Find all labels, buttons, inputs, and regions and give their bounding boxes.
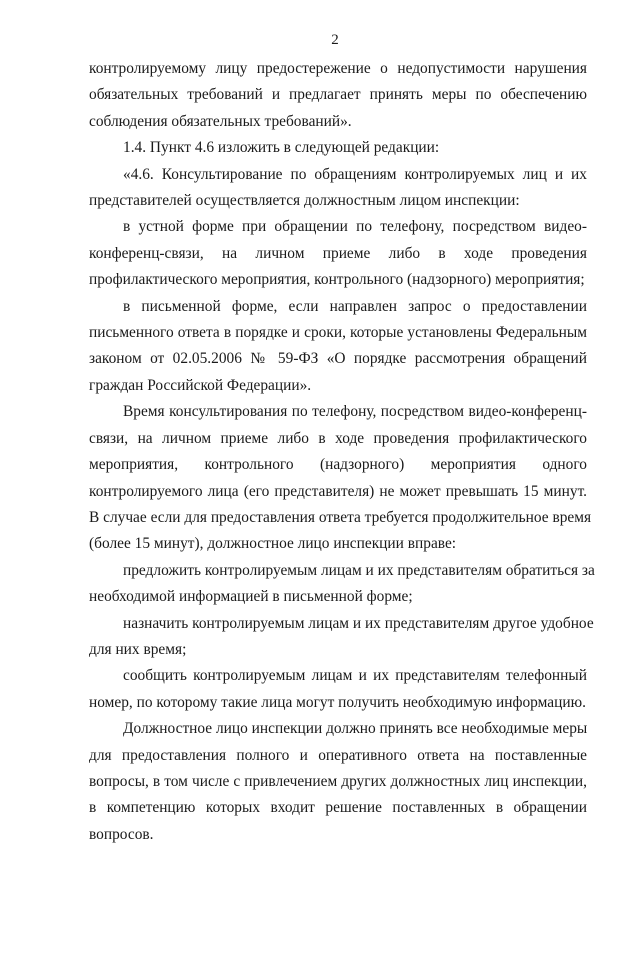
text-line: необходимой информацией в письменной форме;	[89, 588, 413, 606]
text-line: представителей осуществляется должностным лицом инспекции:	[89, 192, 520, 210]
paragraph-schedule-time	[89, 611, 594, 664]
paragraph-official-measures	[89, 716, 587, 848]
text-line: 1.4. Пункт 4.6 изложить в следующей редакции:	[123, 139, 440, 157]
text-line: сообщить контролируемым лицам и их представителям телефонный	[123, 667, 587, 685]
text-line: вопросы, в том числе с привлечением других должностных лиц инспекции,	[89, 772, 587, 790]
document-body	[89, 56, 595, 848]
paragraph-written-form	[89, 294, 587, 400]
text-line: обязательных требований и предлагает принять меры по обеспечению	[89, 86, 587, 104]
text-line: законом от 02.05.2006 № 59-ФЗ «О порядке рассмотрения обращений	[89, 350, 587, 368]
paragraph-phone-number	[89, 663, 587, 716]
paragraph-item-1-4	[89, 135, 587, 161]
text-line: связи, на личном приеме либо в ходе проведения профилактического	[89, 429, 587, 447]
text-line: конференц-связи, на личном приеме либо в ходе проведения	[89, 244, 587, 262]
text-line: соблюдения обязательных требований».	[89, 112, 352, 130]
text-line: для них время;	[89, 640, 187, 658]
text-line: мероприятия, контрольного (надзорного) мероприятия одного	[89, 456, 587, 474]
text-line: в устной форме при обращении по телефону, посредством видео-	[123, 218, 587, 236]
text-line: в компетенцию которых входит решение поставленных в обращении	[89, 799, 587, 817]
text-line: граждан Российской Федерации».	[89, 376, 312, 394]
text-line: контролируемого лица (его представителя) не может превышать 15 минут.	[89, 482, 587, 500]
page-number: 2	[331, 32, 339, 48]
text-line: номер, по которому такие лица могут получить необходимую информацию.	[89, 693, 586, 711]
text-line: Время консультирования по телефону, посредством видео-конференц-	[123, 403, 587, 421]
paragraph-item-4-6	[89, 162, 587, 215]
text-line: в письменной форме, если направлен запрос о предоставлении	[123, 297, 587, 315]
text-line: письменного ответа в порядке и сроки, которые установлены Федеральным	[89, 324, 587, 342]
text-line: вопросов.	[89, 825, 154, 843]
text-line: назначить контролируемым лицам и их представителям другое удобное	[123, 614, 594, 632]
text-line: Должностное лицо инспекции должно принять все необходимые меры	[123, 720, 588, 738]
paragraph-offer-written	[89, 558, 595, 611]
text-line: В случае если для предоставления ответа требуется продолжительное время	[89, 508, 592, 526]
text-line: контролируемому лицу предостережение о недопустимости нарушения	[89, 60, 587, 77]
text-line: (более 15 минут), должностное лицо инспекции вправе:	[89, 535, 457, 553]
text-line: для предоставления полного и оперативного ответа на поставленные	[89, 746, 587, 764]
paragraph-oral-form	[89, 214, 587, 293]
text-line: профилактического мероприятия, контрольного (надзорного) мероприятия;	[89, 271, 585, 289]
paragraph-consultation-time	[89, 399, 592, 557]
text-line: предложить контролируемым лицам и их представителям обратиться за	[123, 561, 595, 579]
text-line: «4.6. Консультирование по обращениям контролируемых лиц и их	[123, 165, 587, 183]
paragraph-continuation	[89, 56, 587, 135]
